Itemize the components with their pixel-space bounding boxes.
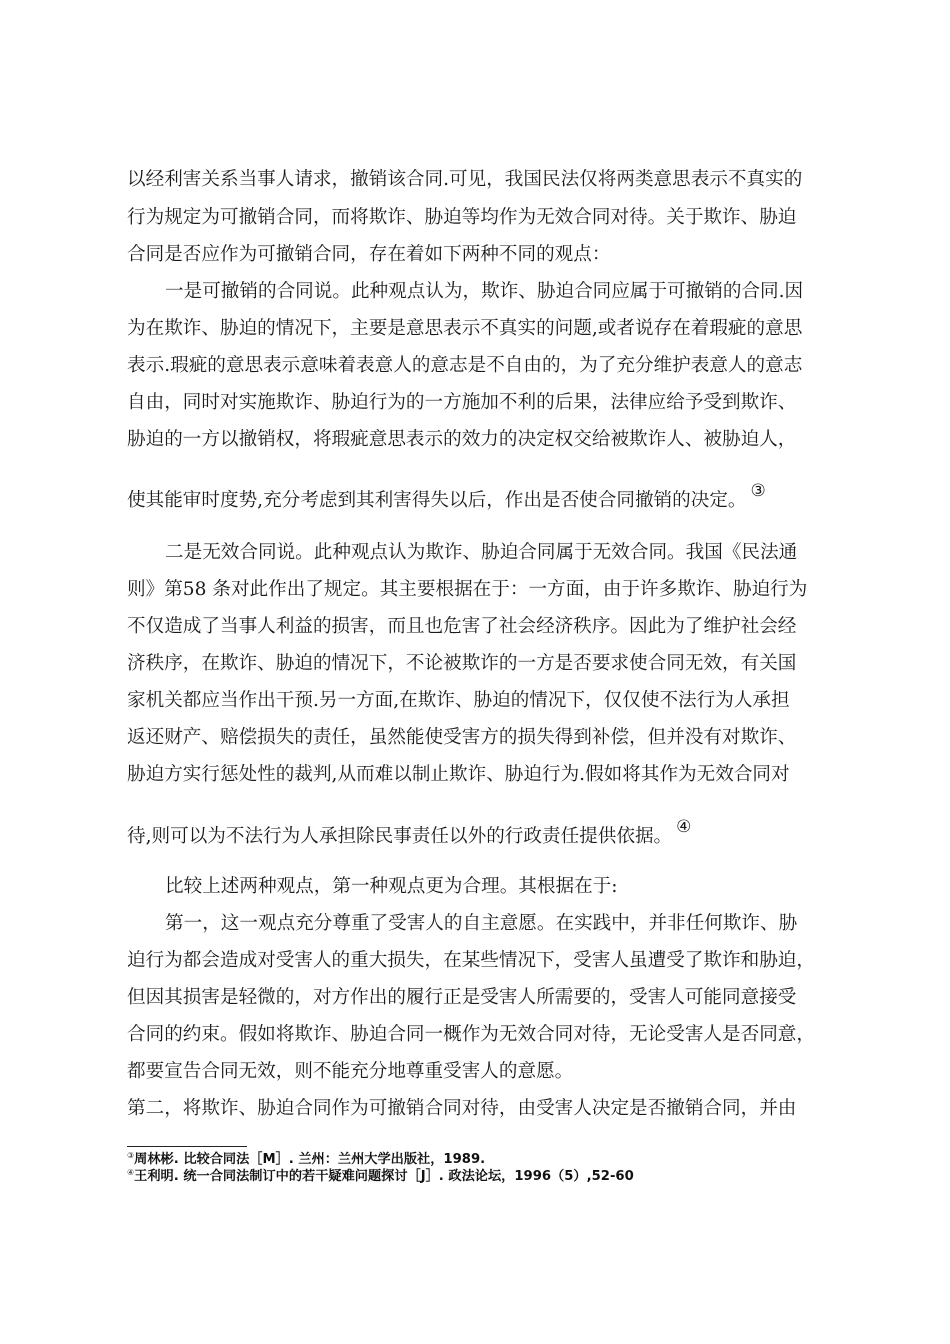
footnote-text: 周林彬. 比较合同法［M］. 兰州：兰州大学出版社，1989. — [134, 1152, 486, 1167]
text-line: 合同的约束。假如将欺诈、胁迫合同一概作为无效合同对待，无论受害人是否同意， — [127, 1024, 815, 1045]
text-line: 使其能审时度势,充分考虑到其利害得失以后，作出是否使合同撤销的决定。 — [127, 490, 747, 511]
footnote-separator — [127, 1146, 247, 1147]
text-line: 济秩序，在欺诈、胁迫的情况下，不论被欺诈的一方是否要求使合同无效，有关国 — [127, 653, 797, 674]
footnote-text: 王利明. 统一合同法制订中的若干疑难问题探讨［J］. 政法论坛，1996（5）,52-60 — [134, 1169, 634, 1184]
text-line: 行为规定为可撤销合同，而将欺诈、胁迫等均作为无效合同对待。关于欺诈、胁迫 — [127, 207, 797, 228]
text-line: 胁迫方实行惩处性的裁判,从而难以制止欺诈、胁迫行为.假如将其作为无效合同对 — [127, 764, 790, 785]
text-line: 待,则可以为不法行为人承担除民事责任以外的行政责任提供依据。 — [127, 826, 673, 847]
footnote-marker: ④ — [127, 1168, 135, 1177]
text-line: 第一，这一观点充分尊重了受害人的自主意愿。在实践中，并非任何欺诈、胁 — [165, 913, 798, 934]
footnote — [127, 1169, 634, 1186]
text-line: 自由，同时对实施欺诈、胁迫行为的一方施加不利的后果，法律应给予受到欺诈、 — [127, 392, 797, 413]
footnote-ref-4[interactable]: ④ — [676, 817, 692, 837]
text-line: 比较上述两种观点，第一种观点更为合理。其根据在于: — [165, 876, 618, 897]
text-line: 表示.瑕疵的意思表示意味着表意人的意志是不自由的，为了充分维护表意人的意志 — [127, 355, 803, 376]
text-line: 合同是否应作为可撤销合同，存在着如下两种不同的观点： — [127, 244, 611, 265]
text-line: 二是无效合同说。此种观点认为欺诈、胁迫合同属于无效合同。我国《民法通 — [165, 542, 798, 563]
text-line: 都要宣告合同无效，则不能充分地尊重受害人的意愿。 — [127, 1061, 574, 1082]
text-line: 家机关都应当作出干预.另一方面,在欺诈、胁迫的情况下，仅仅使不法行为人承担 — [127, 690, 790, 711]
text-line: 迫行为都会造成对受害人的重大损失，在某些情况下，受害人虽遭受了欺诈和胁迫， — [127, 950, 815, 971]
text-line: 胁迫的一方以撤销权，将瑕疵意思表示的效力的决定权交给被欺诈人、被胁迫人， — [127, 429, 797, 450]
text-line: 则》第58 条对此作出了规定。其主要根据在于：一方面，由于许多欺诈、胁迫行为 — [127, 579, 808, 600]
text-line: 但因其损害是轻微的，对方作出的履行正是受害人所需要的，受害人可能同意接受 — [127, 987, 797, 1008]
text-line: 以经利害关系当事人请求，撤销该合同.可见，我国民法仅将两类意思表示不真实的 — [127, 169, 803, 190]
footnote — [127, 1152, 485, 1169]
footnote-ref-3[interactable]: ③ — [750, 481, 766, 501]
text-line: 不仅造成了当事人利益的损害，而且也危害了社会经济秩序。因此为了维护社会经 — [127, 616, 797, 637]
text-line: 第二，将欺诈、胁迫合同作为可撤销合同对待，由受害人决定是否撤销合同，并由 — [127, 1098, 797, 1119]
text-line-with-ref — [127, 481, 766, 513]
footnote-marker: ③ — [127, 1151, 135, 1160]
text-line: 返还财产、赔偿损失的责任，虽然能使受害方的损失得到补偿，但并没有对欺诈、 — [127, 727, 797, 748]
text-line: 一是可撤销的合同说。此种观点认为，欺诈、胁迫合同应属于可撤销的合同.因 — [165, 281, 804, 302]
text-line: 为在欺诈、胁迫的情况下，主要是意思表示不真实的问题,或者说存在着瑕疵的意思 — [127, 318, 803, 339]
text-line-with-ref — [127, 817, 692, 849]
